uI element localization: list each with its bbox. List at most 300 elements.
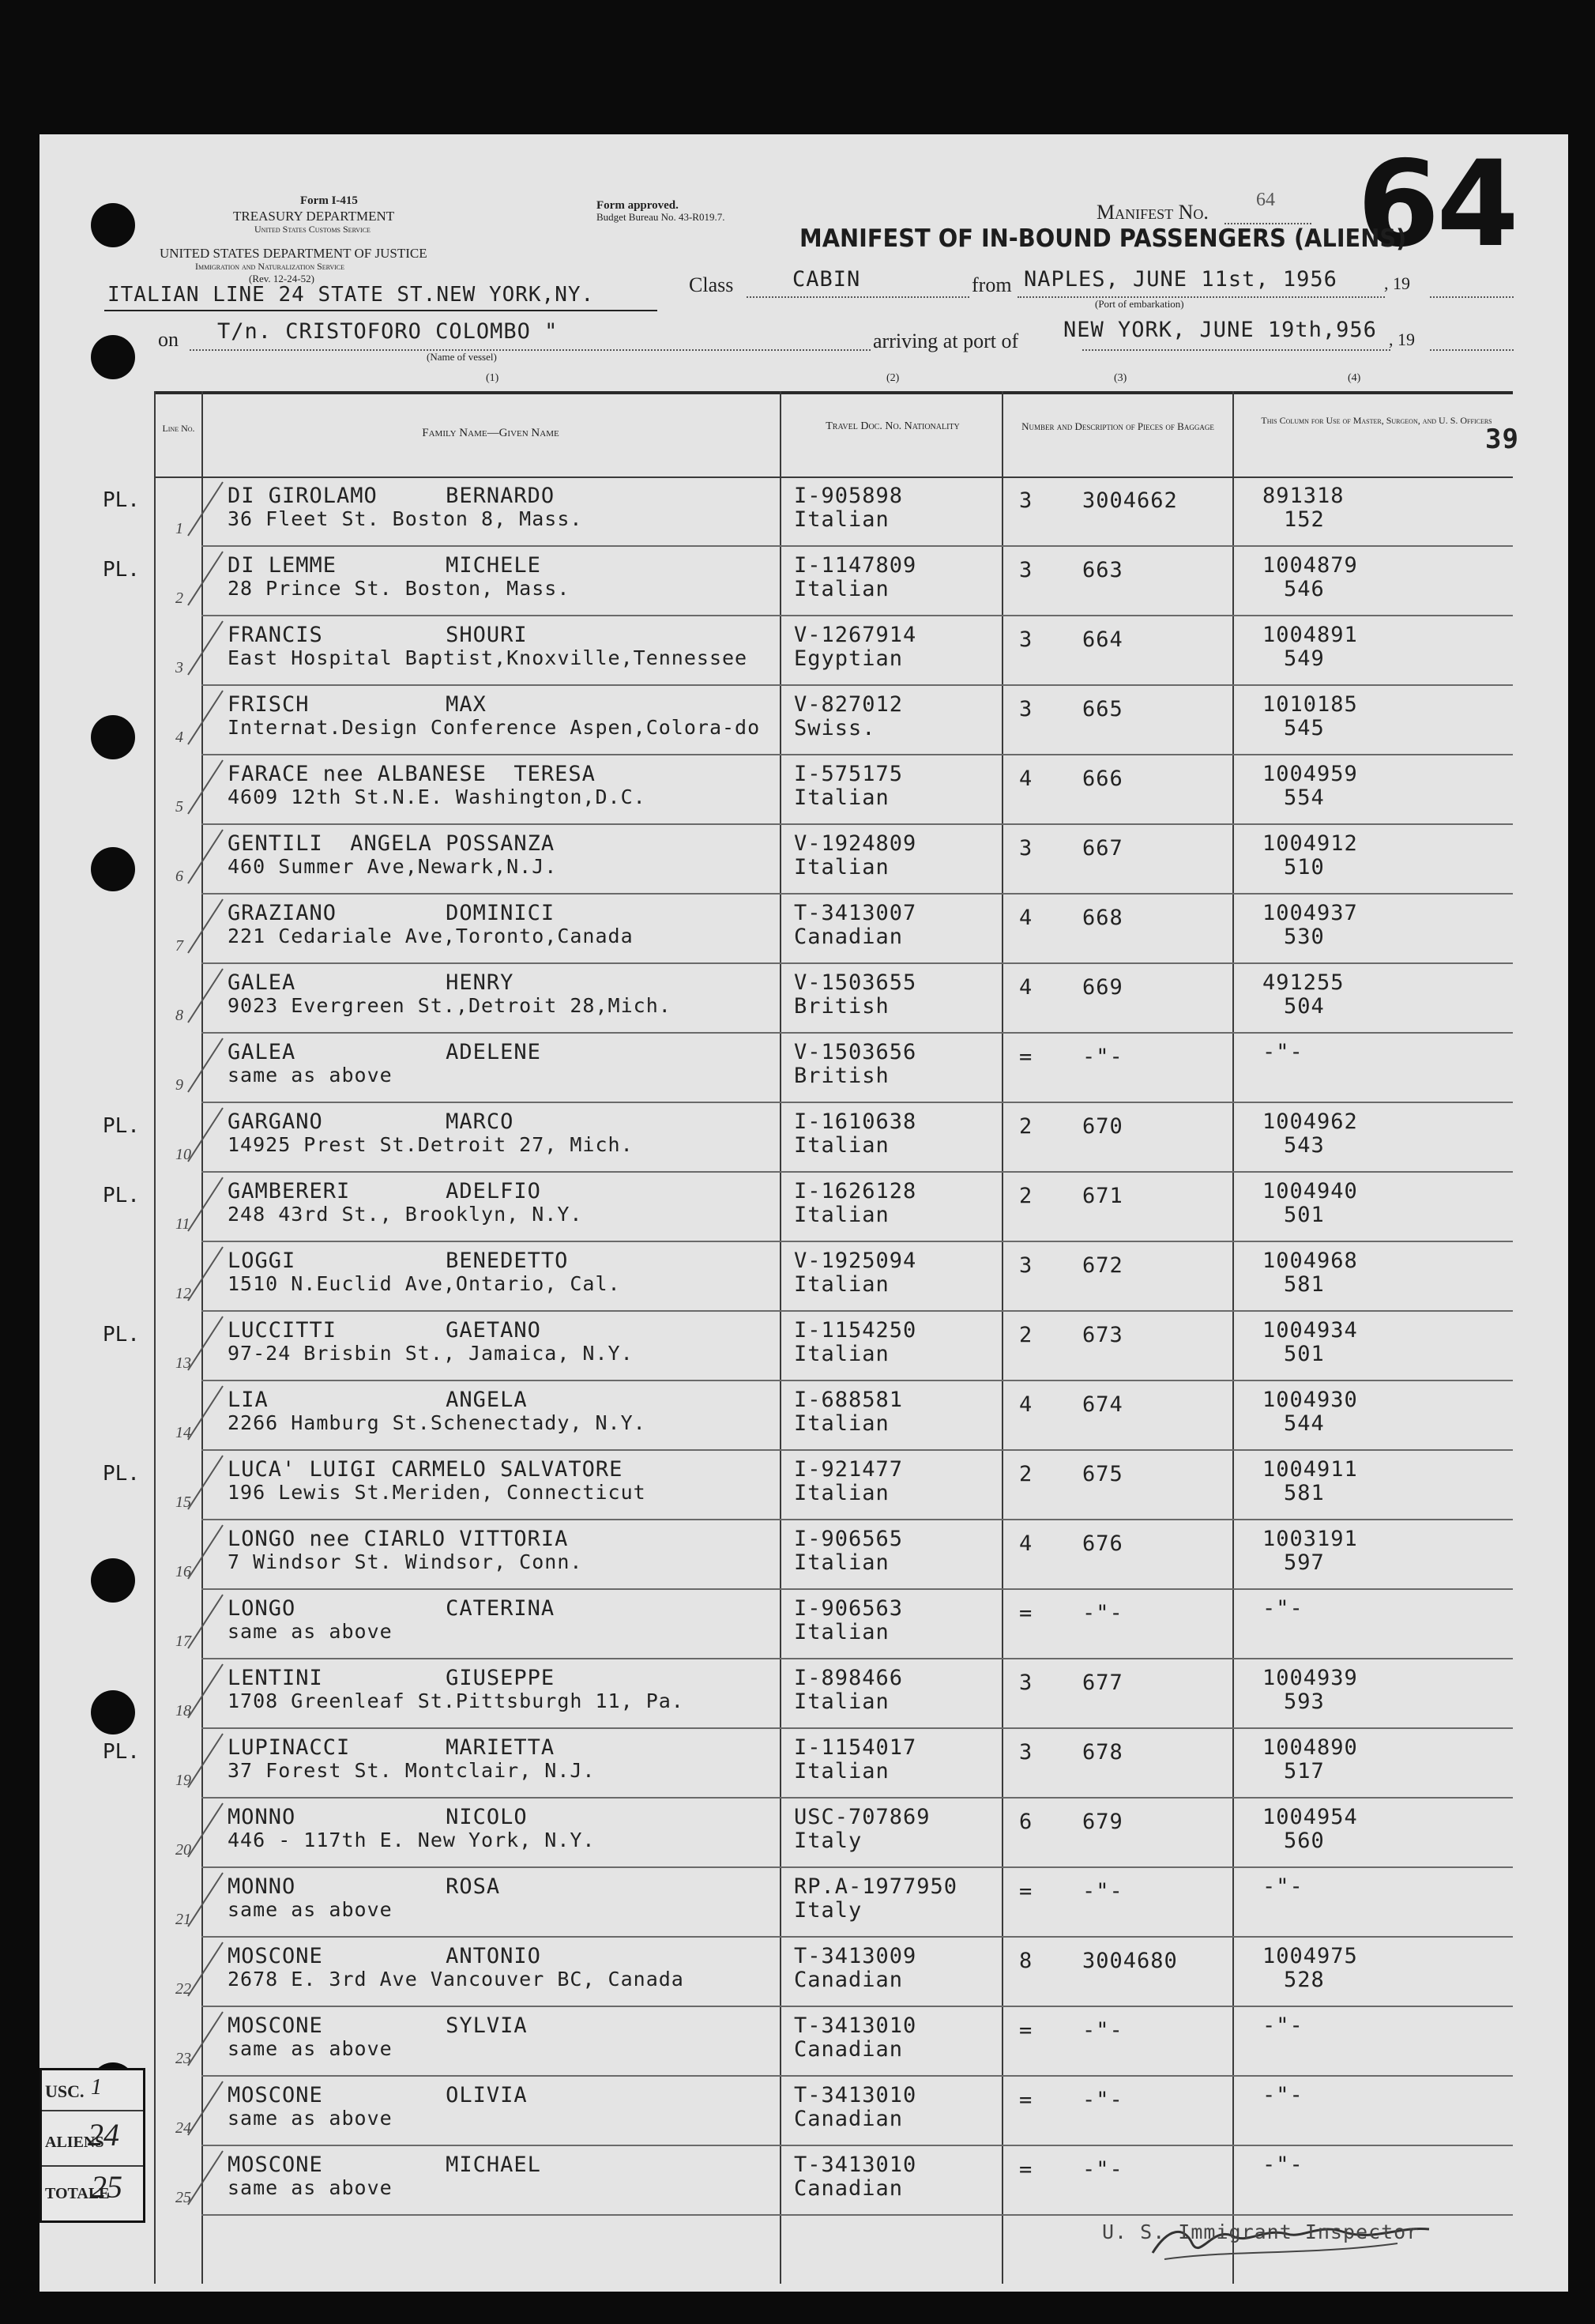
officer-note-1: 1004937 bbox=[1262, 901, 1358, 925]
nationality: Swiss. bbox=[794, 716, 876, 740]
col-header-name: Family Name—Given Name bbox=[422, 427, 559, 439]
officer-note-2: 501 bbox=[1284, 1203, 1325, 1227]
passenger-address: same as above bbox=[228, 2176, 393, 2199]
passenger-address: same as above bbox=[228, 2107, 393, 2130]
nationality: Italian bbox=[794, 855, 890, 880]
passenger-name: MONNO NICOLO bbox=[228, 1805, 528, 1829]
officer-note-2: 581 bbox=[1284, 1481, 1325, 1505]
line-number: 16 bbox=[175, 1563, 191, 1580]
nationality: Italian bbox=[794, 1203, 890, 1227]
nationality: Italian bbox=[794, 1133, 890, 1158]
line-number: 11 bbox=[175, 1215, 190, 1233]
baggage-tag: 671 bbox=[1082, 1184, 1123, 1208]
passenger-address: 4609 12th St.N.E. Washington,D.C. bbox=[228, 785, 646, 808]
travel-doc-number: I-905898 bbox=[794, 484, 904, 508]
passenger-name: LOGGI BENEDETTO bbox=[228, 1249, 569, 1273]
passenger-name: MOSCONE SYLVIA bbox=[228, 2013, 528, 2038]
officer-note-2: 593 bbox=[1284, 1689, 1325, 1714]
passenger-address: 37 Forest St. Montclair, N.J. bbox=[228, 1759, 596, 1782]
table-row bbox=[39, 1242, 1568, 1312]
page-number: 39 bbox=[1485, 424, 1519, 455]
table-row bbox=[39, 1729, 1568, 1799]
baggage-pieces: 4 bbox=[1019, 1531, 1033, 1556]
col-header-travel-doc: Travel Doc. No. Nationality bbox=[826, 420, 960, 432]
travel-doc-number: I-898466 bbox=[794, 1666, 904, 1690]
arriving-label: arriving at port of bbox=[873, 330, 1019, 352]
pl-mark: PL. bbox=[103, 1462, 140, 1486]
officer-note-1: -"- bbox=[1262, 1874, 1303, 1899]
baggage-pieces: = bbox=[1019, 2018, 1033, 2043]
arrival-value: NEW YORK, JUNE 19th,956 bbox=[1063, 318, 1377, 342]
baggage-pieces: 2 bbox=[1019, 1114, 1033, 1139]
nationality: Italian bbox=[794, 1689, 890, 1714]
treasury-dept: TREASURY DEPARTMENT bbox=[233, 209, 395, 224]
table-row bbox=[39, 2077, 1568, 2146]
passenger-address: same as above bbox=[228, 1064, 393, 1087]
table-row bbox=[39, 1451, 1568, 1520]
officer-note-2: 543 bbox=[1284, 1133, 1325, 1158]
travel-doc-number: V-1924809 bbox=[794, 831, 917, 856]
pl-mark: PL. bbox=[103, 1184, 140, 1207]
baggage-pieces: 8 bbox=[1019, 1949, 1033, 1973]
officer-note-2: 560 bbox=[1284, 1829, 1325, 1853]
officer-note-1: 1004911 bbox=[1262, 1457, 1358, 1482]
passenger-name: GARGANO MARCO bbox=[228, 1109, 514, 1134]
check-mark bbox=[182, 2007, 229, 2070]
table-row bbox=[39, 1520, 1568, 1590]
baggage-pieces: 2 bbox=[1019, 1462, 1033, 1486]
baggage-tag: 669 bbox=[1082, 975, 1123, 1000]
officer-note-2: 549 bbox=[1284, 646, 1325, 671]
nationality: Italy bbox=[794, 1829, 863, 1853]
passenger-name: DI GIROLAMO BERNARDO bbox=[228, 484, 555, 508]
officer-note-2: 501 bbox=[1284, 1342, 1325, 1366]
travel-doc-number: I-1626128 bbox=[794, 1179, 917, 1203]
justice-dept: UNITED STATES DEPARTMENT OF JUSTICE bbox=[160, 246, 427, 261]
officer-note-1: 1004930 bbox=[1262, 1388, 1358, 1412]
officer-note-1: -"- bbox=[1262, 1596, 1303, 1621]
baggage-tag: 3004680 bbox=[1082, 1949, 1178, 1973]
officer-note-1: 1004954 bbox=[1262, 1805, 1358, 1829]
baggage-tag: 665 bbox=[1082, 697, 1123, 721]
table-row bbox=[39, 686, 1568, 755]
baggage-tag: 679 bbox=[1082, 1810, 1123, 1834]
officer-note-2: 504 bbox=[1284, 994, 1325, 1019]
passenger-address: 196 Lewis St.Meriden, Connecticut bbox=[228, 1481, 646, 1504]
line-number: 8 bbox=[175, 1007, 183, 1024]
nationality: Italian bbox=[794, 1550, 890, 1575]
baggage-tag: -"- bbox=[1082, 2157, 1123, 2182]
aliens-label: ALIENS bbox=[45, 2134, 104, 2151]
line-number: 21 bbox=[175, 1911, 191, 1928]
nationality: Canadian bbox=[794, 2107, 904, 2131]
baggage-tag: 664 bbox=[1082, 627, 1123, 652]
on-label: on bbox=[158, 328, 179, 351]
travel-doc-number: V-1503655 bbox=[794, 970, 917, 995]
officer-note-1: 1004975 bbox=[1262, 1944, 1358, 1968]
col-header-officers: This Column for Use of Master, Surgeon, and U. S. Officers bbox=[1261, 415, 1492, 426]
officer-note-2: 152 bbox=[1284, 507, 1325, 532]
check-mark bbox=[182, 1034, 229, 1097]
travel-doc-number: T-3413007 bbox=[794, 901, 917, 925]
passenger-name: MONNO ROSA bbox=[228, 1874, 501, 1899]
table-row bbox=[39, 895, 1568, 964]
travel-doc-number: I-906565 bbox=[794, 1527, 904, 1551]
table-row bbox=[39, 1590, 1568, 1659]
travel-doc-number: I-1154017 bbox=[794, 1735, 917, 1760]
pl-mark: PL. bbox=[103, 1114, 140, 1138]
nationality: Italian bbox=[794, 577, 890, 601]
passenger-name: GALEA ADELENE bbox=[228, 1040, 541, 1064]
line-number: 1 bbox=[175, 520, 183, 537]
baggage-pieces: = bbox=[1019, 1601, 1033, 1625]
passenger-name: DI LEMME MICHELE bbox=[228, 553, 541, 578]
passenger-address: 14925 Prest St.Detroit 27, Mich. bbox=[228, 1133, 634, 1156]
baggage-tag: 663 bbox=[1082, 558, 1123, 582]
travel-doc-number: I-906563 bbox=[794, 1596, 904, 1621]
line-number: 19 bbox=[175, 1772, 191, 1789]
passenger-address: same as above bbox=[228, 2037, 393, 2060]
nationality: Egyptian bbox=[794, 646, 904, 671]
baggage-tag: -"- bbox=[1082, 1879, 1123, 1904]
officer-note-1: 1004968 bbox=[1262, 1249, 1358, 1273]
total-label: TOTALE bbox=[45, 2185, 110, 2202]
passenger-name: GAMBERERI ADELFIO bbox=[228, 1179, 541, 1203]
check-mark bbox=[182, 1312, 229, 1375]
officer-note-2: 544 bbox=[1284, 1411, 1325, 1436]
baggage-tag: 670 bbox=[1082, 1114, 1123, 1139]
passenger-name: MOSCONE ANTONIO bbox=[228, 1944, 541, 1968]
manifest-number-large: 64 bbox=[1357, 136, 1516, 273]
baggage-pieces: = bbox=[1019, 2157, 1033, 2182]
nationality: Italian bbox=[794, 507, 890, 532]
baggage-tag: 672 bbox=[1082, 1253, 1123, 1278]
line-number: 18 bbox=[175, 1702, 191, 1719]
passenger-name: LONGO nee CIARLO VITTORIA bbox=[228, 1527, 569, 1551]
passenger-address: 221 Cedariale Ave,Toronto,Canada bbox=[228, 925, 634, 947]
baggage-tag: 673 bbox=[1082, 1323, 1123, 1347]
baggage-pieces: = bbox=[1019, 1045, 1033, 1069]
line-number: 9 bbox=[175, 1076, 183, 1094]
baggage-pieces: 3 bbox=[1019, 1253, 1033, 1278]
line-number: 5 bbox=[175, 798, 183, 815]
baggage-pieces: 4 bbox=[1019, 906, 1033, 930]
officer-note-2: 510 bbox=[1284, 855, 1325, 880]
inspector-caption: U. S. Immigrant Inspector bbox=[1102, 2220, 1420, 2243]
nationality: Canadian bbox=[794, 2176, 904, 2201]
col-number-2: (2) bbox=[886, 372, 900, 384]
customs-service: United States Customs Service bbox=[254, 224, 371, 235]
line-number: 13 bbox=[175, 1354, 191, 1372]
class-label: Class bbox=[689, 273, 734, 296]
form-number: Form I-415 bbox=[300, 194, 358, 207]
baggage-pieces: = bbox=[1019, 1879, 1033, 1904]
passenger-name: LUCCITTI GAETANO bbox=[228, 1318, 541, 1343]
baggage-pieces: 3 bbox=[1019, 836, 1033, 861]
table-row bbox=[39, 547, 1568, 616]
travel-doc-number: V-827012 bbox=[794, 692, 904, 717]
form-approved: Form approved. bbox=[596, 199, 679, 212]
baggage-tag: 668 bbox=[1082, 906, 1123, 930]
baggage-pieces: 3 bbox=[1019, 627, 1033, 652]
table-row bbox=[39, 1034, 1568, 1103]
punch-hole bbox=[91, 335, 135, 379]
officer-note-1: 1004891 bbox=[1262, 623, 1358, 647]
vessel-name: T/n. CRISTOFORO COLOMBO " bbox=[217, 319, 559, 344]
officer-note-1: 1004879 bbox=[1262, 553, 1358, 578]
passenger-address: 446 - 117th E. New York, N.Y. bbox=[228, 1829, 596, 1851]
travel-doc-number: I-688581 bbox=[794, 1388, 904, 1412]
officer-note-1: 1004962 bbox=[1262, 1109, 1358, 1134]
budget-bureau: Budget Bureau No. 43-R019.7. bbox=[596, 211, 725, 223]
table-row bbox=[39, 755, 1568, 825]
officer-note-2: 554 bbox=[1284, 785, 1325, 810]
passenger-address: 2266 Hamburg St.Schenectady, N.Y. bbox=[228, 1411, 646, 1434]
line-number: 4 bbox=[175, 729, 183, 746]
passenger-address: 9023 Evergreen St.,Detroit 28,Mich. bbox=[228, 994, 671, 1017]
pl-mark: PL. bbox=[103, 1323, 140, 1347]
travel-doc-number: T-3413009 bbox=[794, 1944, 917, 1968]
check-mark bbox=[182, 1938, 229, 2001]
check-mark bbox=[182, 1868, 229, 1931]
table-row bbox=[39, 1938, 1568, 2007]
officer-note-1: 491255 bbox=[1262, 970, 1345, 995]
nationality: Italian bbox=[794, 1481, 890, 1505]
check-mark bbox=[182, 1729, 229, 1792]
officer-note-1: 1004940 bbox=[1262, 1179, 1358, 1203]
officer-note-1: 1010185 bbox=[1262, 692, 1358, 717]
check-mark bbox=[182, 2077, 229, 2140]
officer-note-2: 530 bbox=[1284, 925, 1325, 949]
manifest-number-small: 64 bbox=[1256, 190, 1275, 210]
passenger-address: 97-24 Brisbin St., Jamaica, N.Y. bbox=[228, 1342, 634, 1365]
baggage-pieces: 6 bbox=[1019, 1810, 1033, 1834]
passenger-address: 36 Fleet St. Boston 8, Mass. bbox=[228, 507, 583, 530]
travel-doc-number: V-1267914 bbox=[794, 623, 917, 647]
passenger-address: 1708 Greenleaf St.Pittsburgh 11, Pa. bbox=[228, 1689, 684, 1712]
year-suffix: , 19 bbox=[1384, 273, 1410, 293]
baggage-tag: -"- bbox=[1082, 1045, 1123, 1069]
check-mark bbox=[182, 895, 229, 958]
line-number: 20 bbox=[175, 1841, 191, 1859]
passenger-name: MOSCONE MICHAEL bbox=[228, 2153, 541, 2177]
baggage-tag: 3004662 bbox=[1082, 488, 1178, 513]
usc-value: 1 bbox=[91, 2075, 102, 2100]
travel-doc-number: T-3413010 bbox=[794, 2153, 917, 2177]
aliens-value: 24 bbox=[88, 2117, 119, 2153]
table-row bbox=[39, 1103, 1568, 1173]
passenger-name: LONGO CATERINA bbox=[228, 1596, 555, 1621]
baggage-pieces: 3 bbox=[1019, 558, 1033, 582]
baggage-pieces: 3 bbox=[1019, 1670, 1033, 1695]
year-suffix-2: , 19 bbox=[1389, 330, 1415, 349]
line-number: 14 bbox=[175, 1424, 191, 1441]
passenger-name: GRAZIANO DOMINICI bbox=[228, 901, 555, 925]
total-value: 25 bbox=[91, 2169, 122, 2205]
col-header-baggage: Number and Description of Pieces of Baggage bbox=[1021, 420, 1214, 432]
travel-doc-number: I-1154250 bbox=[794, 1318, 917, 1343]
col-number-1: (1) bbox=[486, 372, 499, 384]
officer-note-2: 581 bbox=[1284, 1272, 1325, 1297]
travel-doc-number: I-1610638 bbox=[794, 1109, 917, 1134]
check-mark bbox=[182, 825, 229, 888]
baggage-pieces: = bbox=[1019, 2088, 1033, 2112]
travel-doc-number: V-1925094 bbox=[794, 1249, 917, 1273]
table-row bbox=[39, 1381, 1568, 1451]
vessel-caption: (Name of vessel) bbox=[427, 351, 497, 363]
line-number: 15 bbox=[175, 1493, 191, 1511]
line-number: 23 bbox=[175, 2050, 191, 2067]
check-mark bbox=[182, 1173, 229, 1236]
officer-note-2: 546 bbox=[1284, 577, 1325, 601]
embarkation-value: NAPLES, JUNE 11st, 1956 bbox=[1024, 267, 1337, 292]
table-row bbox=[39, 2007, 1568, 2077]
table-row bbox=[39, 1799, 1568, 1868]
baggage-pieces: 2 bbox=[1019, 1323, 1033, 1347]
form-revision: (Rev. 12-24-52) bbox=[249, 273, 314, 284]
table-row bbox=[39, 964, 1568, 1034]
manifest-title: MANIFEST OF IN-BOUND PASSENGERS (ALIENS) bbox=[799, 224, 1407, 253]
check-mark bbox=[182, 2146, 229, 2209]
nationality: Canadian bbox=[794, 925, 904, 949]
baggage-tag: 666 bbox=[1082, 767, 1123, 791]
baggage-tag: 674 bbox=[1082, 1392, 1123, 1417]
shipping-agent: ITALIAN LINE 24 STATE ST.NEW YORK,NY. bbox=[107, 283, 595, 307]
passenger-name: FRISCH MAX bbox=[228, 692, 487, 717]
table-row bbox=[39, 825, 1568, 895]
officer-note-1: 891318 bbox=[1262, 484, 1345, 508]
officer-note-1: 1004939 bbox=[1262, 1666, 1358, 1690]
passenger-name: MOSCONE OLIVIA bbox=[228, 2083, 528, 2107]
line-number: 3 bbox=[175, 659, 183, 676]
check-mark bbox=[182, 1242, 229, 1305]
passenger-name: GALEA HENRY bbox=[228, 970, 514, 995]
officer-note-2: 517 bbox=[1284, 1759, 1325, 1783]
travel-doc-number: I-1147809 bbox=[794, 553, 917, 578]
officer-note-2: 597 bbox=[1284, 1550, 1325, 1575]
baggage-tag: -"- bbox=[1082, 2018, 1123, 2043]
passenger-address: 7 Windsor St. Windsor, Conn. bbox=[228, 1550, 583, 1573]
baggage-pieces: 4 bbox=[1019, 1392, 1033, 1417]
punch-hole bbox=[91, 203, 135, 247]
travel-doc-number: T-3413010 bbox=[794, 2083, 917, 2107]
line-number: 6 bbox=[175, 868, 183, 885]
passenger-name: GENTILI ANGELA POSSANZA bbox=[228, 831, 555, 856]
check-mark bbox=[182, 547, 229, 610]
baggage-pieces: 4 bbox=[1019, 767, 1033, 791]
officer-note-1: -"- bbox=[1262, 1040, 1303, 1064]
col-header-line-no: Line No. bbox=[162, 423, 195, 434]
travel-doc-number: T-3413010 bbox=[794, 2013, 917, 2038]
passenger-address: 1510 N.Euclid Ave,Ontario, Cal. bbox=[228, 1272, 621, 1295]
table-row bbox=[39, 1659, 1568, 1729]
officer-note-2: 545 bbox=[1284, 716, 1325, 740]
class-value: CABIN bbox=[792, 267, 861, 292]
passenger-name: LUCA' LUIGI CARMELO SALVATORE bbox=[228, 1457, 623, 1482]
nationality: Italian bbox=[794, 1620, 890, 1644]
baggage-pieces: 3 bbox=[1019, 697, 1033, 721]
officer-note-1: 1003191 bbox=[1262, 1527, 1358, 1551]
nationality: Canadian bbox=[794, 2037, 904, 2062]
ins-service: Immigration and Naturalization Service bbox=[195, 261, 345, 272]
line-number: 12 bbox=[175, 1285, 191, 1302]
nationality: British bbox=[794, 994, 890, 1019]
line-number: 2 bbox=[175, 589, 183, 607]
line-number: 17 bbox=[175, 1633, 191, 1650]
check-mark bbox=[182, 686, 229, 749]
travel-doc-number: V-1503656 bbox=[794, 1040, 917, 1064]
table-row bbox=[39, 1173, 1568, 1242]
baggage-tag: 677 bbox=[1082, 1670, 1123, 1695]
col-number-4: (4) bbox=[1348, 372, 1361, 384]
check-mark bbox=[182, 1520, 229, 1584]
baggage-tag: 667 bbox=[1082, 836, 1123, 861]
tally-box bbox=[39, 2068, 145, 2223]
pl-mark: PL. bbox=[103, 1740, 140, 1764]
col-number-3: (3) bbox=[1114, 372, 1127, 384]
passenger-name: FRANCIS SHOURI bbox=[228, 623, 528, 647]
pl-mark: PL. bbox=[103, 558, 140, 582]
baggage-pieces: 3 bbox=[1019, 1740, 1033, 1765]
table-row bbox=[39, 1312, 1568, 1381]
check-mark bbox=[182, 1590, 229, 1653]
line-number: 25 bbox=[175, 2189, 191, 2206]
officer-note-1: 1004890 bbox=[1262, 1735, 1358, 1760]
manifest-label: Manifest No. bbox=[1097, 201, 1209, 224]
nationality: Italy bbox=[794, 1898, 863, 1923]
baggage-pieces: 2 bbox=[1019, 1184, 1033, 1208]
nationality: Italian bbox=[794, 785, 890, 810]
passenger-address: 248 43rd St., Brooklyn, N.Y. bbox=[228, 1203, 583, 1226]
travel-doc-number: RP.A-1977950 bbox=[794, 1874, 958, 1899]
line-number: 7 bbox=[175, 937, 183, 955]
passenger-address: 460 Summer Ave,Newark,N.J. bbox=[228, 855, 558, 878]
passenger-name: FARACE nee ALBANESE TERESA bbox=[228, 762, 596, 786]
officer-note-1: -"- bbox=[1262, 2083, 1303, 2107]
line-number: 10 bbox=[175, 1146, 191, 1163]
passenger-address: same as above bbox=[228, 1898, 393, 1921]
travel-doc-number: I-921477 bbox=[794, 1457, 904, 1482]
nationality: Italian bbox=[794, 1272, 890, 1297]
officer-note-1: -"- bbox=[1262, 2153, 1303, 2177]
officer-note-1: 1004912 bbox=[1262, 831, 1358, 856]
passenger-address: East Hospital Baptist,Knoxville,Tennessee bbox=[228, 646, 748, 669]
pl-mark: PL. bbox=[103, 488, 140, 512]
check-mark bbox=[182, 755, 229, 819]
passenger-name: LENTINI GIUSEPPE bbox=[228, 1666, 555, 1690]
passenger-address: 2678 E. 3rd Ave Vancouver BC, Canada bbox=[228, 1968, 684, 1991]
nationality: Canadian bbox=[794, 1968, 904, 1992]
line-number: 24 bbox=[175, 2119, 191, 2137]
check-mark bbox=[182, 1799, 229, 1862]
baggage-tag: 678 bbox=[1082, 1740, 1123, 1765]
baggage-tag: -"- bbox=[1082, 2088, 1123, 2112]
baggage-tag: 675 bbox=[1082, 1462, 1123, 1486]
manifest-sheet bbox=[39, 134, 1568, 2292]
nationality: British bbox=[794, 1064, 890, 1088]
from-label: from bbox=[972, 273, 1012, 296]
baggage-pieces: 4 bbox=[1019, 975, 1033, 1000]
check-mark bbox=[182, 1103, 229, 1166]
check-mark bbox=[182, 1381, 229, 1444]
usc-label: USC. bbox=[45, 2081, 85, 2101]
table-row bbox=[39, 616, 1568, 686]
table-row bbox=[39, 477, 1568, 547]
passenger-name: LUPINACCI MARIETTA bbox=[228, 1735, 555, 1760]
nationality: Italian bbox=[794, 1411, 890, 1436]
table-row bbox=[39, 1868, 1568, 1938]
line-number: 22 bbox=[175, 1980, 191, 1998]
